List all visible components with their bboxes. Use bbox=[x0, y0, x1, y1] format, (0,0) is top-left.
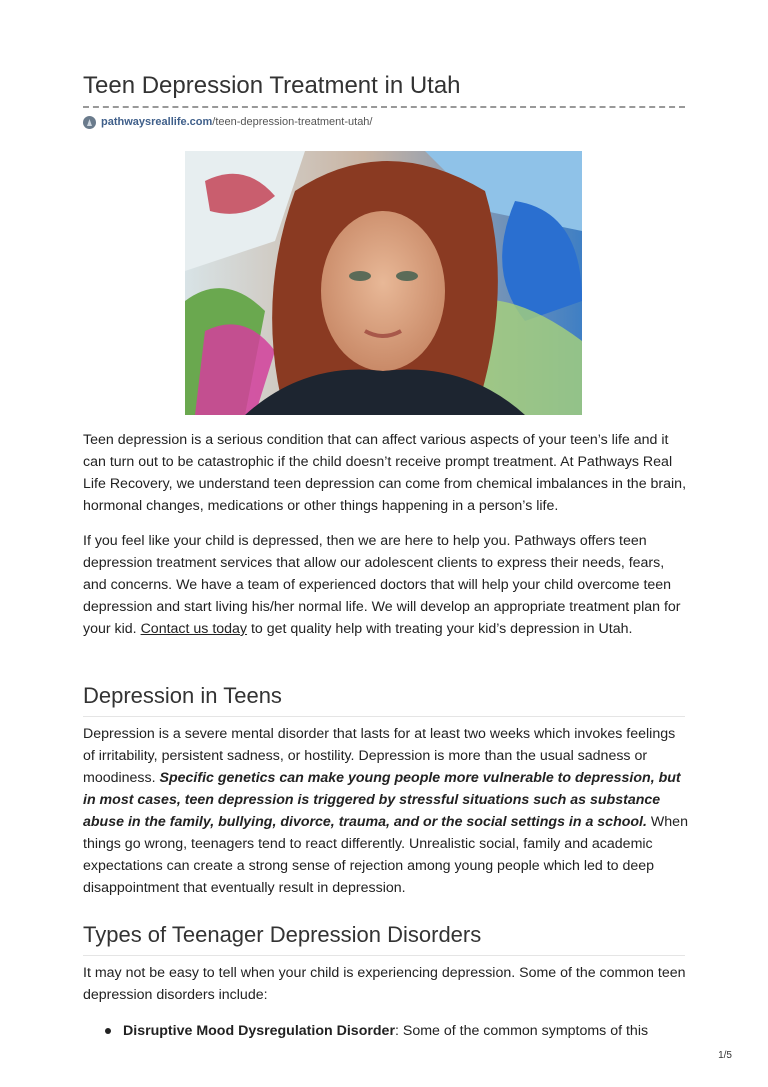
list-item-text bbox=[123, 1020, 648, 1042]
paragraph-depression bbox=[83, 723, 688, 899]
source-path: /teen-depression-treatment-utah/ bbox=[212, 116, 373, 128]
paragraph-intro: Teen depression is a serious condition that can affect various aspects of your teen’s life and it can turn out to be catastrophic if the child doesn’t receive prompt treatment. At Pathways Real Life Recovery, we understand teen depression can come from chemical imbalances in the brain, hormonal changes, medications or other things happening in a person’s life. bbox=[83, 432, 687, 514]
site-favicon-icon bbox=[83, 116, 96, 129]
bullet-icon bbox=[105, 1028, 111, 1034]
contact-us-link[interactable]: Contact us today bbox=[140, 621, 248, 637]
paragraph-types-intro: It may not be easy to tell when your child is experiencing depression. Some of the common teen depression disorders include: bbox=[83, 965, 686, 1003]
section-heading-types: Types of Teenager Depression Disorders bbox=[83, 922, 685, 956]
section-heading-depression-in-teens: Depression in Teens bbox=[83, 683, 685, 717]
list-item-description: : Some of the common symptoms of this bbox=[394, 1023, 649, 1039]
source-line bbox=[83, 114, 372, 130]
page-title: Teen Depression Treatment in Utah bbox=[83, 72, 461, 99]
source-domain-link[interactable]: pathwaysreallife.com bbox=[101, 116, 213, 128]
paragraph-depression-text: Depression is a severe mental disorder that lasts for at least two weeks which invokes feelings of irritability, persistent sadness, or hostility. Depression is more than the usual sadness or moodiness. bbox=[83, 726, 676, 786]
title-divider bbox=[83, 106, 685, 108]
paragraph-help-text-end: to get quality help with treating your kid’s depression in Utah. bbox=[247, 621, 633, 637]
paragraph-depression-emphasis: Specific genetics can make young people more vulnerable to depression, but in most cases, teen depression is triggered by stressful situations such as substance abuse in the family, bullying, divorce, trauma, and or the social settings in a school. bbox=[83, 770, 681, 830]
paragraph-depression-text-end: When things go wrong, teenagers tend to react differently. Unrealistic social, family and academic expectations can create a strong sense of rejection among young people which led to deep disappointment that eventually result in depression. bbox=[83, 814, 688, 896]
paragraph-help-text: If you feel like your child is depressed, then we are here to help you. Pathways offers teen depression treatment services that allow our adolescent clients to express their needs, fears, and concerns. We have a team of experienced doctors that will help your child overcome teen depression and start living his/her normal life. We will develop an appropriate treatment plan for your kid. bbox=[83, 533, 681, 637]
paragraph-help bbox=[83, 530, 688, 640]
hero-photo bbox=[185, 151, 582, 415]
list-item-term: Disruptive Mood Dysregulation Disorder bbox=[123, 1023, 395, 1039]
page-indicator: 1/5 bbox=[718, 1050, 732, 1061]
